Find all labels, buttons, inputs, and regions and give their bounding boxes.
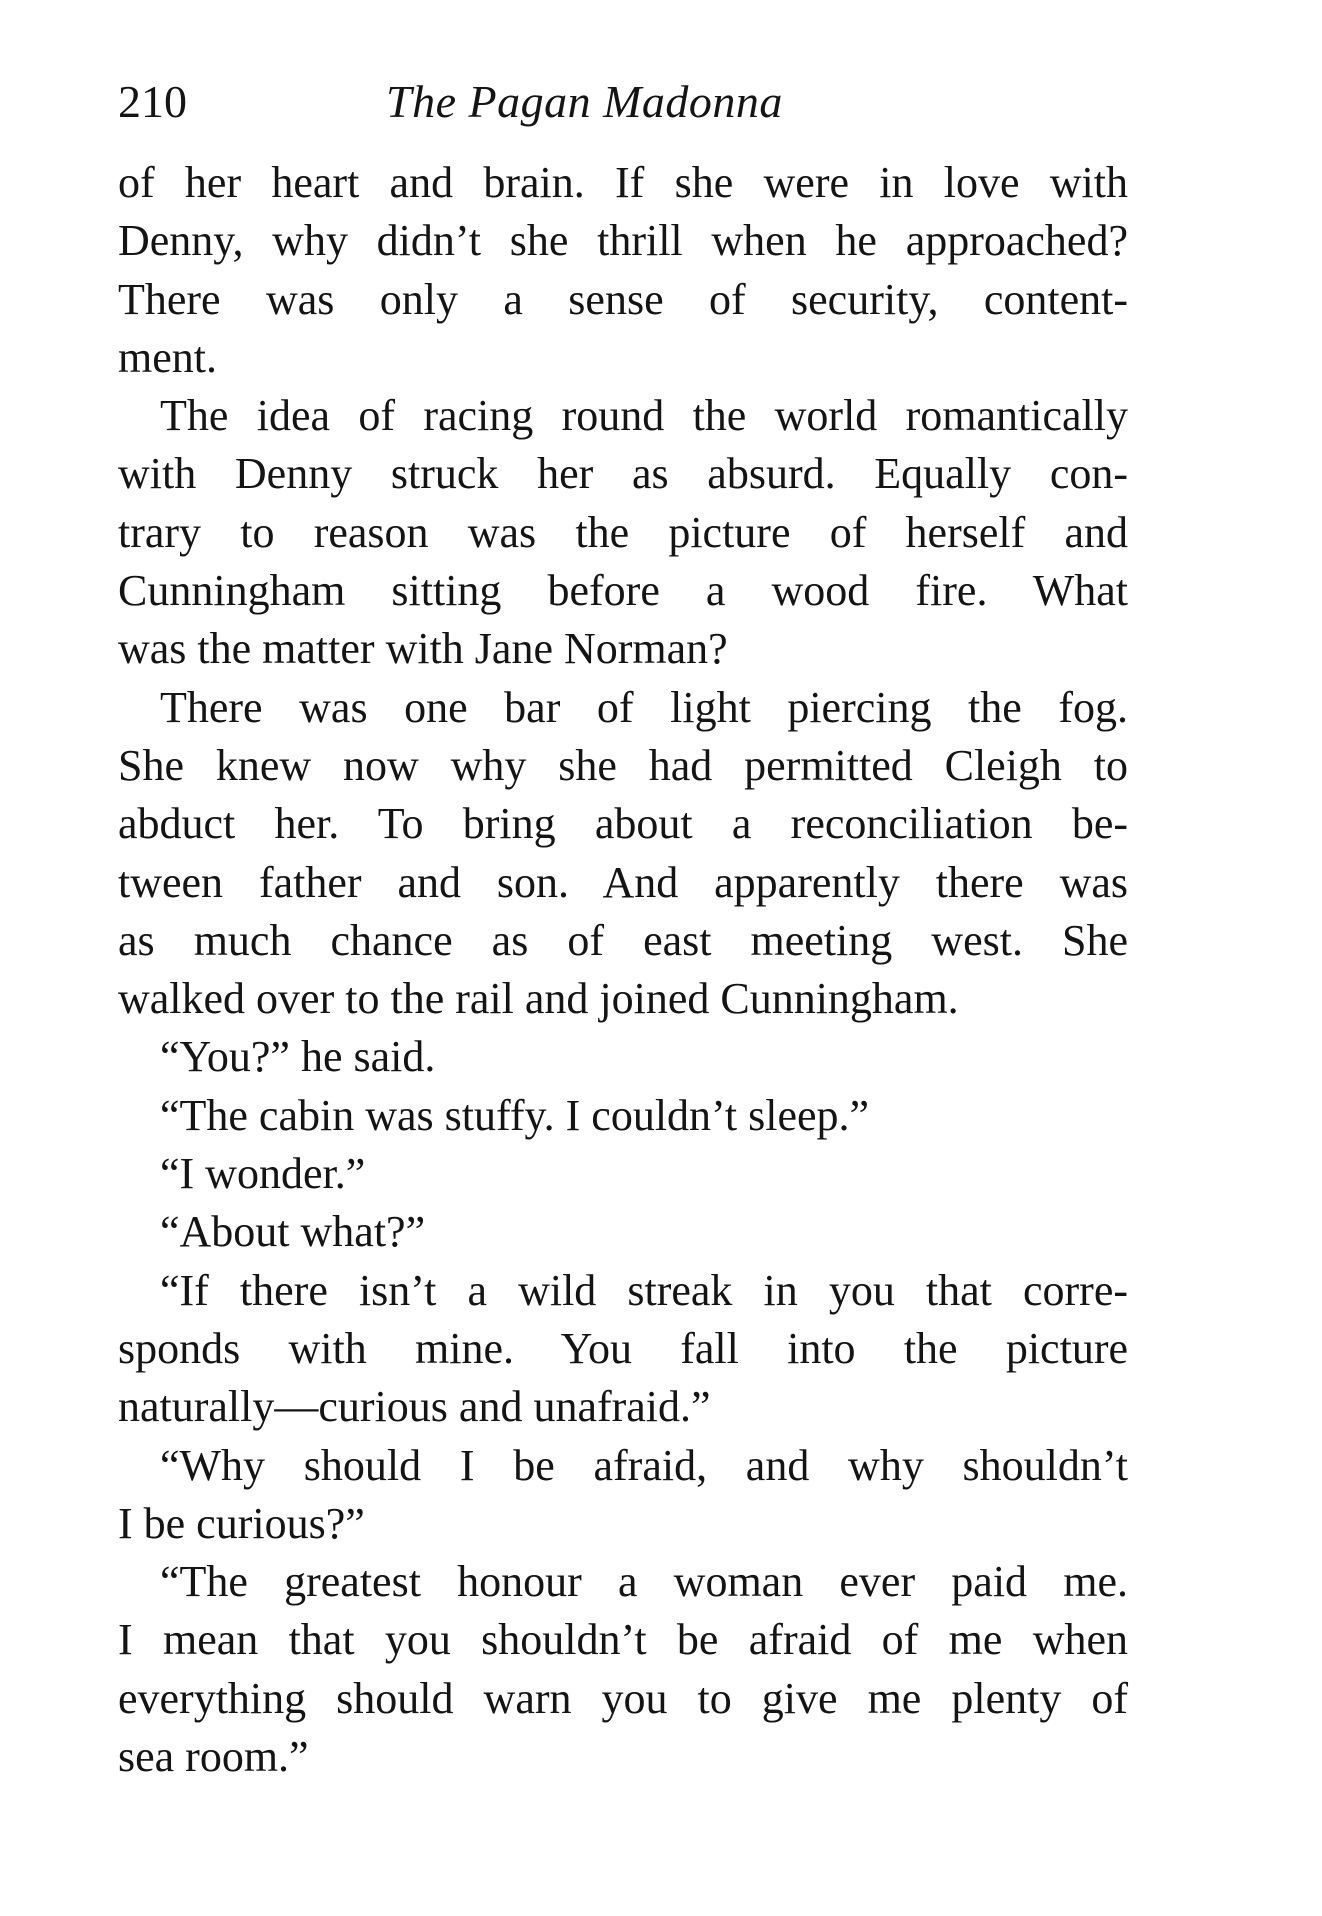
- text-line: of her heart and brain. If she were in love with: [118, 158, 1128, 207]
- running-head: [118, 72, 1128, 132]
- text-line: “Why should I be afraid, and why shouldn’t: [160, 1440, 1128, 1490]
- paragraph: [118, 1553, 1128, 1786]
- text-line: “I wonder.”: [160, 1149, 366, 1199]
- paragraph: [118, 1145, 1128, 1203]
- text-line: “You?” he said.: [160, 1032, 436, 1082]
- text-line: abduct her. To bring about a reconciliation be-: [118, 799, 1128, 849]
- text-line: walked over to the rail and joined Cunningham.: [118, 974, 959, 1024]
- paragraph: [118, 1437, 1128, 1554]
- text-line: Denny, why didn’t she thrill when he approached?: [118, 216, 1128, 266]
- paragraph: [118, 1203, 1128, 1261]
- body-text: [118, 154, 1128, 1786]
- book-title: The Pagan Madonna: [386, 76, 783, 127]
- text-line: “The greatest honour a woman ever paid me.: [160, 1557, 1128, 1607]
- text-line: was the matter with Jane Norman?: [118, 624, 728, 674]
- text-line: sponds with mine. You fall into the picture: [118, 1323, 1128, 1373]
- text-line: There was one bar of light piercing the fog.: [160, 682, 1128, 732]
- page-number: 210: [118, 76, 187, 127]
- paragraph: [118, 387, 1128, 678]
- text-line: trary to reason was the picture of herself and: [118, 507, 1128, 557]
- text-line: as much chance as of east meeting west. She: [118, 915, 1128, 965]
- text-line: tween father and son. And apparently there was: [118, 857, 1128, 907]
- text-line: “If there isn’t a wild streak in you that corre-: [160, 1265, 1128, 1315]
- text-line: “The cabin was stuffy. I couldn’t sleep.”: [160, 1090, 870, 1140]
- paragraph: [118, 1087, 1128, 1145]
- paragraph: [118, 1028, 1128, 1086]
- paragraph: [118, 679, 1128, 1029]
- text-line: “About what?”: [160, 1207, 426, 1257]
- text-line: There was only a sense of security, content-: [118, 274, 1128, 324]
- text-line: everything should warn you to give me plenty of: [118, 1673, 1128, 1723]
- text-line: ment.: [118, 332, 217, 382]
- paragraph: [118, 154, 1128, 387]
- text-line: Cunningham sitting before a wood fire. What: [118, 566, 1128, 616]
- text-line: naturally—curious and unafraid.”: [118, 1382, 711, 1432]
- text-line: sea room.”: [118, 1732, 309, 1782]
- paragraph: [118, 1262, 1128, 1437]
- text-line: with Denny struck her as absurd. Equally con-: [118, 449, 1128, 499]
- text-line: I mean that you shouldn’t be afraid of me when: [118, 1615, 1128, 1665]
- text-line: The idea of racing round the world romantically: [160, 391, 1128, 441]
- text-line: I be curious?”: [118, 1498, 365, 1548]
- text-line: She knew now why she had permitted Cleigh to: [118, 740, 1128, 790]
